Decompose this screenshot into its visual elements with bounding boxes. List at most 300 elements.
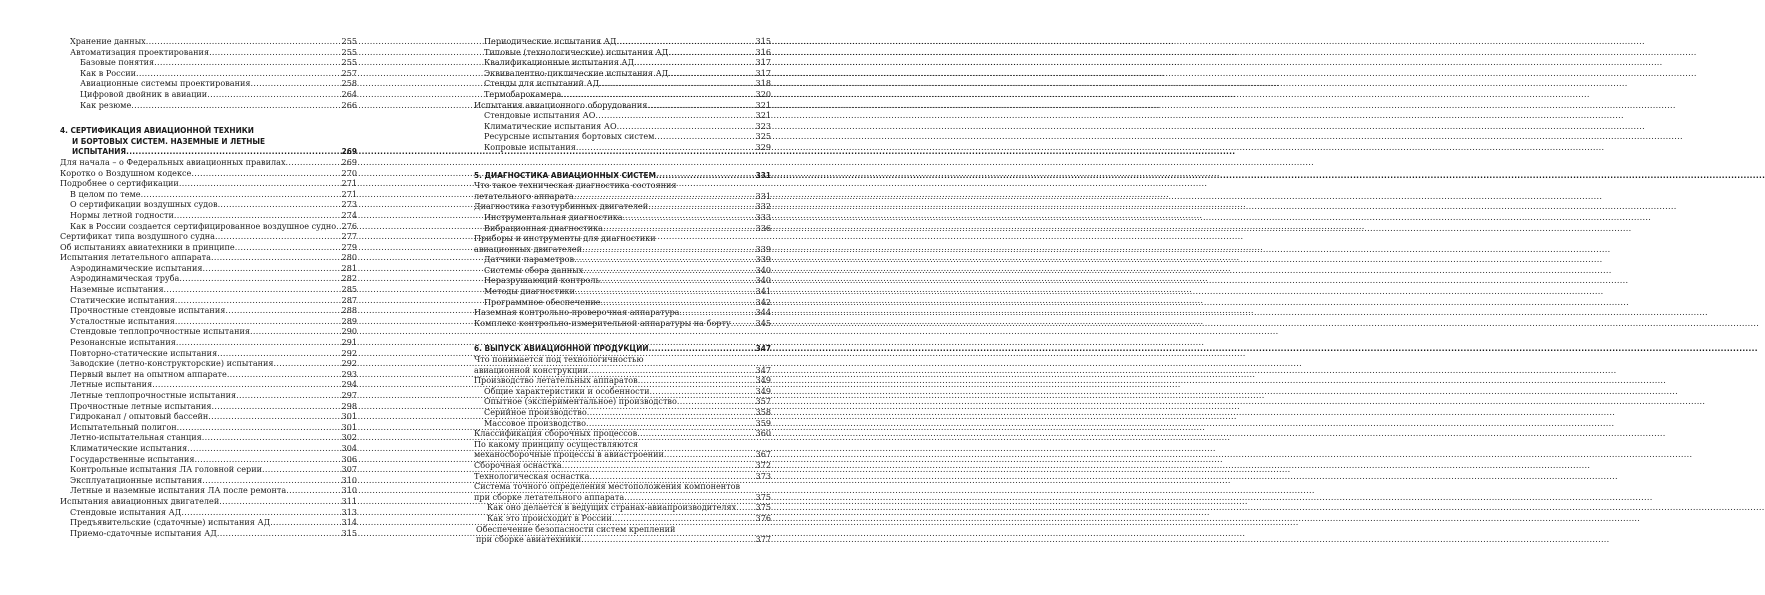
toc-dot-leader [250,326,341,337]
toc-entry-title: Как резюме [80,99,132,110]
toc-page-number: 377 [755,534,771,545]
toc-entry-row [70,316,357,327]
toc-entry [70,189,357,200]
toc-entry-row [70,528,357,539]
toc-dot-leader [574,191,755,202]
toc-entry-title: Как в России [80,67,137,78]
toc-page-number: 287 [341,294,357,305]
toc-page-number: 289 [341,315,357,326]
toc-entry-title: Гидроканал / опытовый бассейн [70,411,209,422]
toc-dot-leader [191,168,340,179]
toc-page-number: 255 [341,46,357,57]
toc-dot-leader [251,78,341,89]
toc-dot-leader [179,178,341,189]
toc-page-number: 270 [341,167,357,178]
toc-entry-title: Испытания авиационного оборудования [474,99,648,110]
toc-entry [484,297,771,308]
toc-dot-leader [175,295,341,306]
toc-entry-title-line: Приборы и инструменты для диагностики [474,233,656,244]
toc-page-number: 342 [755,296,771,307]
toc-entry-title: Серийное производство [484,407,587,417]
toc-entry [70,390,357,401]
toc-entry-title: ИСПЫТАНИЯ [72,146,127,157]
toc-entry-row [60,496,357,507]
toc-entry [484,121,771,132]
toc-dot-leader [126,146,341,157]
toc-chapter-heading [474,170,771,181]
toc-page-number: 301 [341,421,357,432]
toc-page-number: 323 [755,120,771,131]
toc-page-number: 266 [341,99,357,110]
toc-page-number: 269 [341,156,357,167]
toc-entry [474,439,771,460]
toc-page-number: 306 [341,453,357,464]
toc-entry [484,110,771,121]
toc-page-number: 331 [755,169,771,180]
toc-entry-row [60,168,357,179]
toc-entry-row [80,78,357,89]
toc-dot-leader [647,100,754,111]
toc-dot-leader [211,252,341,263]
toc-page-number: 294 [341,379,357,390]
toc-page-number: 347 [755,343,771,354]
toc-dot-leader [202,432,341,443]
toc-entry [484,265,771,276]
toc-page-number: 271 [341,188,357,199]
toc-entry [70,464,357,475]
toc-entry-row [60,178,357,189]
toc-entry [484,131,771,142]
toc-dot-leader [176,337,341,348]
toc-entry [70,443,357,454]
toc-entry-row [70,390,357,401]
toc-entry-row [484,275,771,286]
toc-dot-leader [616,36,754,47]
toc-page-number: 307 [341,464,357,475]
toc-entry-title: Автоматизация проектирования [70,46,210,57]
toc-page-number: 325 [755,131,771,142]
toc-entry-row [70,485,357,496]
toc-entry-row [484,297,771,308]
toc-dot-leader [562,460,755,471]
toc-entry [474,100,771,111]
toc-entry-title: Климатические испытания АО [484,120,617,131]
toc-entry-row [484,68,771,79]
toc-entry [70,47,357,58]
toc-dot-leader [574,254,754,265]
toc-entry-title: Нормы летной годности [70,209,174,220]
toc-entry-title-line: Система точного определения местоположения компонентов [474,481,741,492]
toc-dot-leader [637,428,754,439]
toc-entry-row [70,475,357,486]
toc-page-number: 358 [755,407,771,417]
toc-entry-title: Подробнее о сертификации [60,178,179,189]
toc-dot-leader [181,507,340,518]
toc-dot-leader [617,121,755,132]
toc-dot-leader [668,68,754,79]
toc-entry-row [487,513,771,524]
toc-entry-row [70,337,357,348]
toc-entry [474,460,771,471]
toc-dot-leader [601,297,755,308]
toc-dot-leader [648,201,754,212]
toc-entry [484,396,771,407]
toc-chapter-heading [474,343,771,354]
toc-entry-title: Стендовые теплопрочностные испытания [70,326,250,337]
toc-entry [70,517,357,528]
toc-entry-title-line: Что такое техническая диагностика состояния [474,180,677,191]
toc-page-number: 332 [755,201,771,212]
toc-dot-leader [612,513,755,524]
toc-entry-row [70,47,357,58]
toc-entry-row [474,492,771,503]
toc-entry-row [60,242,357,253]
toc-entry-row [70,210,357,221]
toc-dot-leader [731,318,755,329]
toc-entry-row [70,411,357,422]
toc-entry-title: при сборке летательного аппарата [474,491,625,502]
toc-entry-row [484,142,771,153]
toc-page-number: 313 [341,506,357,517]
toc-entry-row [70,422,357,433]
toc-dot-leader [286,485,340,496]
toc-entry [60,231,357,242]
toc-entry-row [70,379,357,390]
toc-dot-leader [215,231,341,242]
toc-entry-title: Летные теплопрочностные испытания [70,390,237,400]
toc-page-number: 339 [755,243,771,254]
toc-entry-title: Термобарокамера [484,88,562,99]
toc-entry-row [60,157,357,168]
toc-page-number: 344 [755,307,771,318]
toc-entry [60,157,357,168]
toc-page-number: 340 [755,275,771,286]
toc-entry-title: Стенды для испытаний АД [484,78,600,89]
toc-page-number: 345 [755,317,771,328]
toc-entry [80,89,357,100]
toc-dot-leader [227,369,341,380]
toc-entry-title: Контрольные испытания ЛА головной серии [70,464,263,475]
toc-page-number: 375 [755,491,771,502]
toc-entry-title-line: И БОРТОВЫХ СИСТЕМ. НАЗЕМНЫЕ И ЛЕТНЫЕ [72,135,266,146]
toc-dot-leader [177,422,341,433]
toc-entry-title-line: По какому принципу осуществляются [474,438,639,449]
toc-entry-title: Испытания летательного аппарата [60,252,211,263]
toc-page-number: 321 [755,99,771,110]
toc-entry-row [70,507,357,518]
toc-page-number: 280 [341,252,357,263]
toc-entry-row [474,170,771,181]
toc-entry [70,369,357,380]
toc-entry-title: Летно-испытательная станция [70,432,202,443]
toc-dot-leader [649,343,755,354]
toc-entry [487,502,771,513]
toc-page-number: 321 [755,110,771,121]
toc-entry-title: Климатические испытания [70,442,188,453]
toc-entry-title: В целом по теме [70,188,141,199]
toc-page-number: 271 [341,178,357,189]
toc-entry [60,178,357,189]
toc-entry [60,252,357,263]
toc-entry-row [484,418,771,429]
toc-entry-title: Как в России создается сертифицированное воздушное судно [70,220,337,231]
toc-entry-title: Вибрационная диагностика [484,222,603,233]
toc-entry [70,358,357,369]
toc-dot-leader [561,89,754,100]
toc-entry [70,221,357,232]
toc-entry-row [484,110,771,121]
toc-entry-row [487,502,771,513]
toc-page-number: 375 [755,502,771,513]
toc-page-number: 357 [755,396,771,407]
toc-entry [70,507,357,518]
toc-entry [70,36,357,47]
toc-dot-leader [225,305,340,316]
toc-entry-title: Государственные испытания [70,453,195,464]
toc-entry-row [476,534,771,545]
toc-entry-row [70,36,357,47]
toc-entry [70,401,357,412]
toc-entry [487,513,771,524]
toc-dot-leader [131,100,340,111]
toc-entry [474,318,771,329]
toc-dot-leader [262,464,341,475]
toc-entry [474,201,771,212]
toc-entry [80,57,357,68]
toc-entry-row [484,89,771,100]
toc-dot-leader [586,418,755,429]
toc-dot-leader [187,443,340,454]
toc-entry-row [484,36,771,47]
toc-right-page [474,36,771,545]
toc-entry-title: Ресурсные испытания бортовых систем [484,131,655,142]
toc-entry-title: Аэродинамические испытания [70,262,203,273]
toc-dot-leader [209,47,340,58]
toc-entry-row [474,375,771,386]
toc-entry-row [70,348,357,359]
toc-page-number: 264 [341,88,357,99]
toc-page-number: 372 [755,459,771,470]
toc-entry-row [484,396,771,407]
toc-entry [484,57,771,68]
toc-entry [70,454,357,465]
toc-entry [484,407,771,418]
toc-page-number: 282 [341,273,357,284]
toc-entry-title: Периодические испытания АД [484,36,617,46]
toc-dot-leader [600,275,755,286]
toc-entry-title: Предъявительские (сдаточные) испытания АД [70,517,271,528]
toc-entry-row [60,231,357,242]
toc-entry-row [80,68,357,79]
toc-entry-title: Диагностика газотурбинных двигателей [474,201,649,212]
toc-entry-title: Как оно делается в ведущих странах-авиапроизводителях [487,502,737,513]
toc-entry [474,481,771,502]
toc-page-number: 315 [755,36,771,46]
toc-entry [70,199,357,210]
toc-entry-row [484,286,771,297]
toc-entry-title: Прочностные летные испытания [70,400,212,411]
toc-entry [484,275,771,286]
toc-entry-title: Приемо-сдаточные испытания АД [70,527,217,538]
toc-entry-title: Усталостные испытания [70,315,175,326]
toc-page-number: 376 [755,512,771,523]
toc-dot-leader [274,358,341,369]
toc-entry [484,47,771,58]
toc-page-number: 304 [341,442,357,453]
toc-entry-title: Хранение данных [70,36,146,46]
toc-entry-title: Копровые испытания [484,141,576,152]
toc-dot-leader [236,390,340,401]
toc-dot-leader [218,199,341,210]
toc-page-number: 359 [755,417,771,428]
toc-entry-title: Для начала – о Федеральных авиационных правилах [60,156,286,167]
toc-entry-title: Статические испытания [70,294,175,305]
toc-dot-leader [624,492,754,503]
toc-dot-leader [208,411,340,422]
toc-page-number: 274 [341,209,357,220]
toc-entry-row [70,305,357,316]
toc-dot-leader [656,170,755,181]
toc-entry-title: Прочностные стендовые испытания [70,305,226,316]
toc-entry-title: Резонансные испытания [70,337,176,348]
toc-page-number: 331 [755,190,771,201]
toc-entry [70,475,357,486]
toc-page-number: 314 [341,517,357,528]
toc-dot-leader [595,110,754,121]
toc-dot-leader [576,142,755,153]
toc-page-number: 360 [755,428,771,439]
toc-dot-leader [270,517,340,528]
toc-dot-leader [650,386,755,397]
toc-entry-row [484,78,771,89]
toc-entry-title: Неразрушающий контроль [484,275,600,286]
toc-entry-title: Испытания авиационных двигателей [60,495,220,506]
toc-entry [484,386,771,397]
toc-page-number: 333 [755,211,771,222]
toc-page-number: 336 [755,222,771,233]
toc-entry-title: Летные и наземные испытания ЛА после ремонта [70,485,287,496]
toc-dot-leader [575,286,755,297]
toc-page-number: 273 [341,199,357,210]
toc-page-number: 276 [341,220,357,231]
toc-dot-leader [235,242,341,253]
toc-page-number: 292 [341,347,357,358]
toc-page-number: 341 [755,286,771,297]
toc-entry [484,223,771,234]
toc-entry-row [70,443,357,454]
toc-dot-leader [286,157,341,168]
toc-page-number: 339 [755,254,771,265]
toc-entry-title: О сертификации воздушных судов [70,199,218,210]
toc-entry [484,68,771,79]
toc-page-number: 317 [755,57,771,68]
toc-entry-title: Эксплуатационные испытания [70,474,203,485]
toc-page-number: 288 [341,305,357,316]
toc-page-number: 269 [341,146,357,157]
toc-entry [476,524,771,545]
toc-entry-row [70,326,357,337]
toc-entry [70,528,357,539]
toc-entry [474,233,771,254]
toc-dot-leader [219,496,340,507]
toc-entry [474,428,771,439]
toc-entry-title: Датчики параметров [484,254,575,265]
toc-entry-row [70,273,357,284]
toc-page-number: 290 [341,326,357,337]
toc-entry-title: Стендовые испытания АО [484,110,596,121]
toc-dot-leader [582,244,755,255]
toc-entry [70,263,357,274]
toc-page-number: 329 [755,141,771,152]
toc-entry-row [80,57,357,68]
toc-entry-title: Методы диагностики [484,286,575,297]
toc-page-number: 285 [341,284,357,295]
toc-dot-leader [174,210,341,221]
toc-entry-title: Авиационные системы проектирования [80,78,251,89]
toc-entry [80,78,357,89]
toc-dot-leader [179,273,340,284]
toc-chapter-heading [60,125,357,157]
toc-page-number: 349 [755,375,771,386]
toc-entry [70,305,357,316]
toc-dot-leader [587,407,755,418]
toc-dot-leader [146,36,341,47]
toc-entry-row [484,47,771,58]
toc-dot-leader [588,365,755,376]
toc-entry-title: Общие характеристики и особенности [484,385,650,396]
toc-entry-title: Наземная контрольно-проверочная аппаратура [474,307,680,318]
toc-entry [70,326,357,337]
toc-page-number: 340 [755,264,771,275]
toc-dot-leader [202,475,340,486]
toc-page-number: 292 [341,358,357,369]
toc-entry-title: летательного аппарата [474,190,574,201]
toc-page-number: 310 [341,474,357,485]
toc-page-number: 301 [341,411,357,422]
toc-entry-row [70,358,357,369]
toc-entry [70,316,357,327]
toc-dot-leader [207,89,340,100]
toc-page-number: 297 [341,390,357,400]
toc-dot-leader [634,57,754,68]
toc-entry-row [70,284,357,295]
toc-entry [80,100,357,111]
toc-entry-row [80,89,357,100]
toc-entry-row [474,460,771,471]
toc-entry [70,379,357,390]
toc-entry-row [484,254,771,265]
toc-entry [60,496,357,507]
toc-entry [474,375,771,386]
toc-entry-row [474,191,771,202]
toc-entry [70,273,357,284]
toc-entry [484,212,771,223]
toc-entry-row [484,57,771,68]
toc-entry-row [484,223,771,234]
toc-page-number: 311 [341,495,357,506]
toc-entry-title: Квалификационные испытания АД [484,57,635,68]
toc-dot-leader [212,401,341,412]
toc-entry-row [474,307,771,318]
toc-page-number: 318 [755,78,771,89]
toc-dot-leader [638,375,755,386]
toc-entry [70,485,357,496]
toc-entry [70,348,357,359]
toc-entry-title-line: 4. СЕРТИФИКАЦИЯ АВИАЦИОННОЙ ТЕХНИКИ [60,125,254,136]
toc-dot-leader [589,471,754,482]
toc-entry [484,254,771,265]
toc-entry [60,168,357,179]
